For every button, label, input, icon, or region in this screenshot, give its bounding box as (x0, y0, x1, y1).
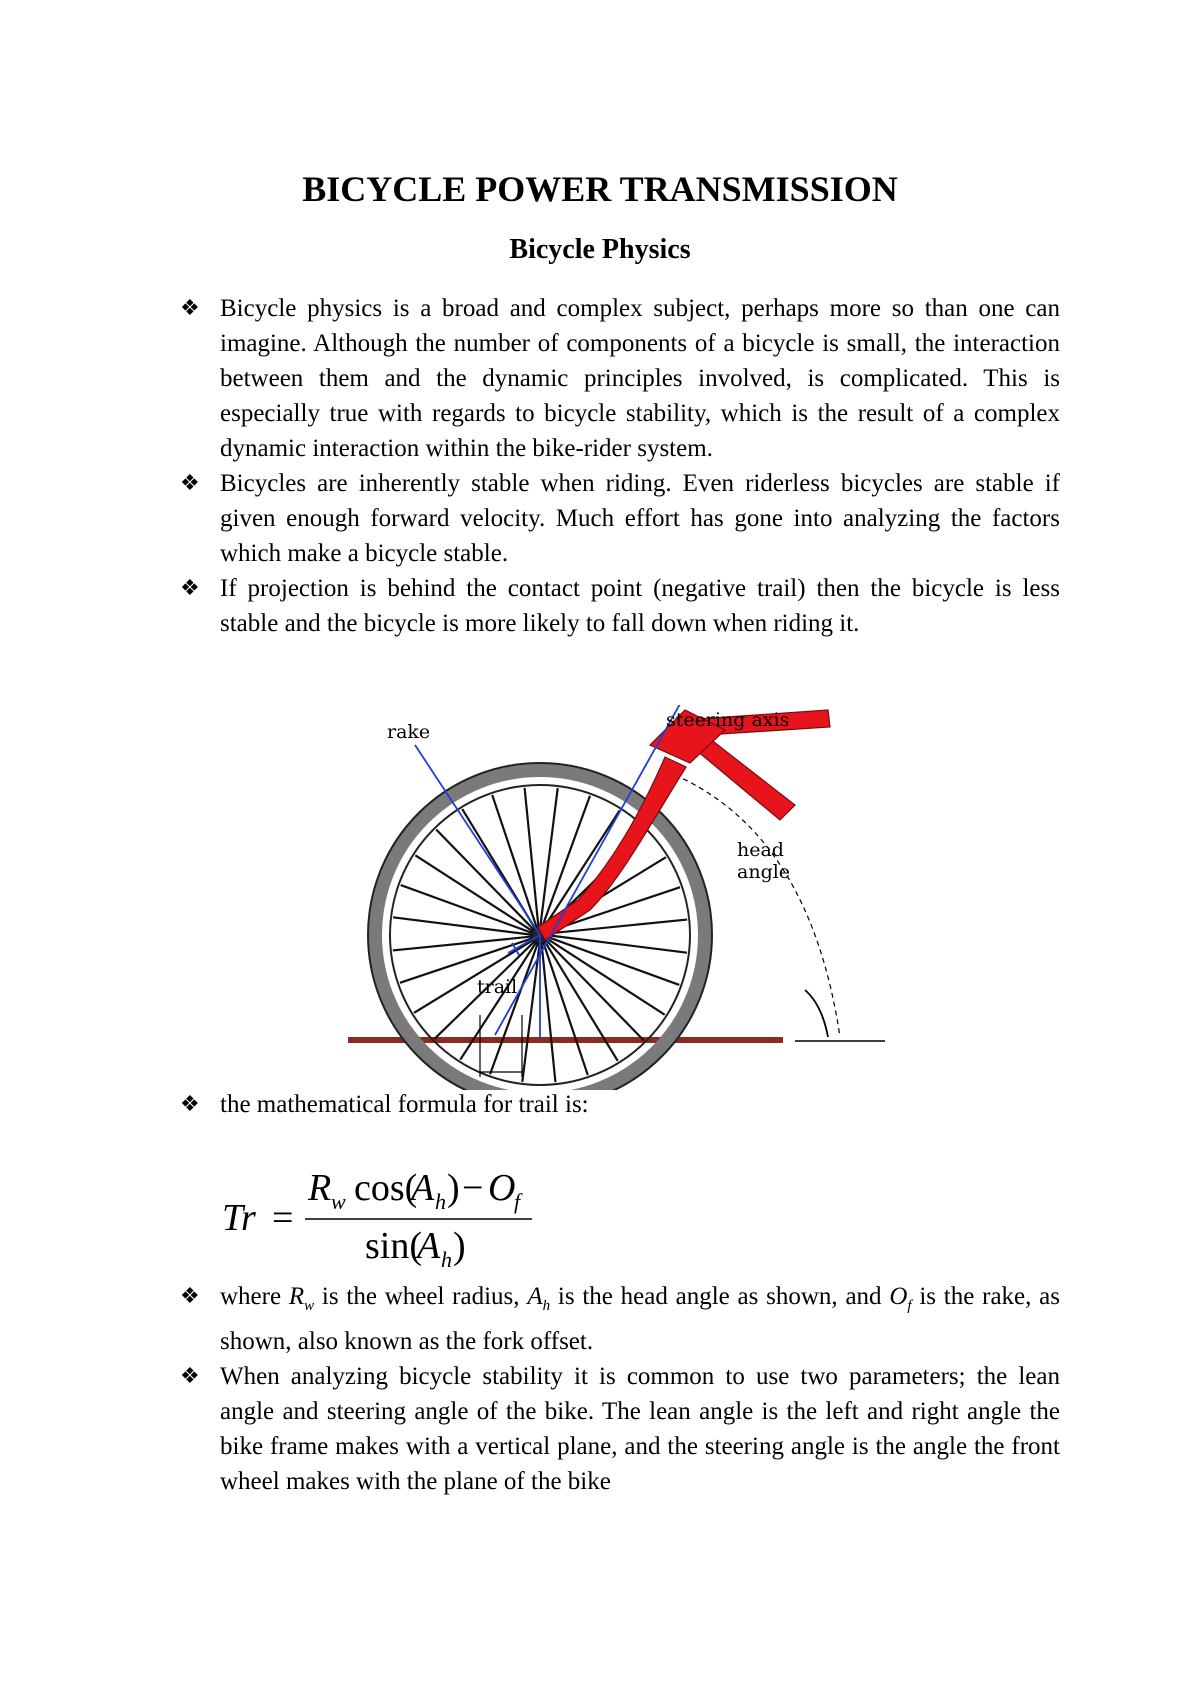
list-item (180, 291, 1060, 466)
list-item-text: When analyzing bicycle stability it is common to use two parameters; the lean angle and steering angle of the bike. The lean angle is the left and right angle the bike frame makes with a vertical plane, and the steering angle is the angle the front wheel makes with the plane of the bike (220, 1363, 1060, 1495)
denominator-close: ) (453, 1225, 466, 1267)
numerator-cos: cos( (354, 1167, 418, 1209)
bicycle-trail-diagram (340, 705, 900, 1090)
where-text-3: is the head angle as shown, and (550, 1283, 890, 1310)
four-diamond-bullet-icon: ❖ (180, 576, 200, 601)
where-text-4: is the rake, as shown, also known as the fork offset. (220, 1283, 1060, 1355)
numerator-o-sub: f (514, 1189, 521, 1214)
four-diamond-bullet-icon: ❖ (180, 1092, 200, 1117)
four-diamond-bullet-icon: ❖ (180, 296, 200, 321)
numerator-a-sub: h (435, 1189, 446, 1214)
section-subtitle: Bicycle Physics (509, 234, 691, 265)
numerator-r-sub: w (331, 1189, 346, 1214)
formula-lhs: Tr (222, 1197, 256, 1239)
trail-label: trail (477, 976, 518, 998)
trail-formula (220, 1165, 560, 1275)
page-title: BICYCLE POWER TRANSMISSION (302, 169, 898, 209)
denominator-sin: sin( (365, 1225, 422, 1267)
head-angle-label-line1: head (737, 839, 784, 861)
bullet-list-intro (180, 291, 1060, 641)
bullet-list-definitions (180, 1279, 1060, 1499)
list-item-text: Bicycle physics is a broad and complex subject, perhaps more so than one can imagine. Although the number of components of a bicycle is small, the interaction between them and the dynamic principles involved, is complicated. This is especially true with regards to bicycle stability, which is the result of a complex dynamic interaction within the bike-rider system. (220, 295, 1060, 462)
spoke (541, 941, 555, 1082)
list-item (180, 466, 1060, 571)
list-item (180, 1359, 1060, 1499)
where-text-2: is the wheel radius, (314, 1283, 528, 1310)
list-item (180, 1279, 1060, 1359)
list-item (180, 1087, 1060, 1122)
head-angle-marker (805, 990, 828, 1037)
numerator-close: ) (447, 1167, 460, 1209)
list-item-text: Bicycles are inherently stable when riding. Even riderless bicycles are stable if given enough forward velocity. Much effort has gone into analyzing the factors which make a bicycle stable. (220, 470, 1060, 567)
list-item-text: If projection is behind the contact point (negative trail) then the bicycle is less stable and the bicycle is more likely to fall down when riding it. (220, 575, 1060, 637)
numerator-o: O (488, 1167, 516, 1209)
symbol-ah: $A_h$ (527, 1283, 551, 1314)
denominator-a: A (417, 1225, 441, 1267)
list-item (180, 571, 1060, 641)
symbol-of: $O_f$ (889, 1283, 912, 1314)
numerator-a: A (411, 1167, 435, 1209)
rake-label: rake (387, 721, 431, 743)
head-angle-label-line2: angle (737, 861, 791, 883)
four-diamond-bullet-icon: ❖ (180, 471, 200, 496)
where-text-1: where (220, 1283, 289, 1310)
steering-axis-label: steering axis (666, 709, 790, 731)
bullet-list-formula (180, 1087, 1060, 1122)
numerator-r: R (308, 1167, 332, 1209)
numerator-minus: − (462, 1167, 484, 1209)
four-diamond-bullet-icon: ❖ (180, 1364, 200, 1389)
spoke (525, 788, 539, 929)
formula-equals: = (272, 1197, 294, 1239)
four-diamond-bullet-icon: ❖ (180, 1284, 200, 1309)
denominator-a-sub: h (441, 1247, 452, 1272)
list-item-text: the mathematical formula for trail is: (220, 1091, 589, 1118)
symbol-rw: $R_w$ (288, 1283, 315, 1314)
